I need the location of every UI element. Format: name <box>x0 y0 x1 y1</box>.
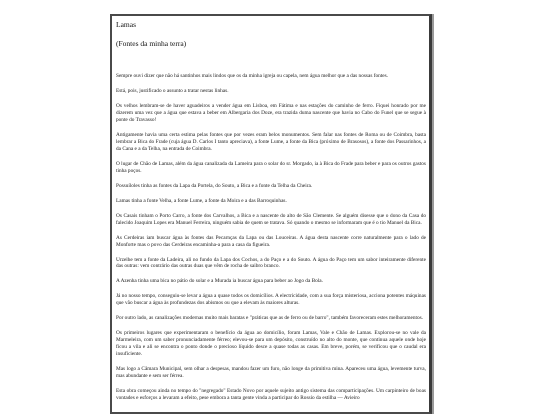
paragraph: Está, pois, justificado o assunto a tratar nestas linhas. <box>116 87 229 94</box>
paragraph: Os primeiros lugares que experimentaram o benefício da água ao domicílio, foram Lamas, Vale e Chão de Lamas. Explorou-se no vale da Marmeleira, com um saber pronunciadamente férreo; elevou-se para um depósito, construído no alto do monte, que continua aquele onde hoje ficou a vila e ali se encontra o ponto donde o precioso líquido desce a quase todas as casas. Em breve, porém, se verificou que o caudal era insuficiente. <box>116 330 426 358</box>
paragraph: Esta obra começou ainda no tempo do "negregado" Estado Novo por aquele sujeito antigo sistema das comparticipações. Um carpinteiro de boas vontades e esforços a levaram a efeito, pese embora a tanta gente vinda a participar do Rossio da estilha — Avieiro <box>116 388 426 402</box>
paragraph: Mas logo a Câmara Municipal, sem olhar a despesas, mandou fazer um furo, não longe da primitiva mina. Apareceu uma água, levemente turva, mas abundante e sem ser férrea. <box>116 366 426 380</box>
paragraph: Por outro lado, as canalizações modernas muito mais baratas e "práticas que as de ferro ou de barro", também favoreceram estes melhoramentos. <box>116 315 424 322</box>
paragraph: Os Casais tinham o Porto Carro, a fonte dos Carvalhos, a Bica e a nascente do alto de São Clemente. Se alguém disesse que o dono da Casa do falecido Joaquim Lopes era Manuel Ferreira, ninguém sabia de quem se tratava. Só quando o mesmo se informaram que é o tio Manuel da Bica. <box>116 212 426 226</box>
paragraph: Lamas tinha a fonte Velha, a fonte Lume, a fonte da Moira e a das Barroquinhas. <box>116 197 287 204</box>
paragraph: Antigamente havia uma certa estima pelas fontes que por vezes eram belos monumentos. Sem falar nas fontes de Roma ou de Coimbra, basta lembrar a Bica do Frade (cuja água D. Carlos I tanto apreciava), a fonte Lume, a fonte da Bica (próximo de Brasosos), a fonte dos Passarinhos, a da Cana e a da Telha, na entrada de Coimbra. <box>116 131 426 152</box>
document-body <box>116 20 426 410</box>
paragraph: A Azenha tinha uma bica no pátio do solar e a Murada ia buscar água para beber ao Jogo da Bola. <box>116 278 323 285</box>
paragraph: Sempre ouvi dizer que não há santinhos mais lindos que os da minha igreja ou capela, nem água melhor que a das nossas fontes. <box>116 72 388 79</box>
paragraph: O lugar de Chão de Lamas, além da água canalizada da Lameira para o solar do sr. Morgado, ia à Bica do Frade para beber e para os outros gastos tinha poços. <box>116 160 426 174</box>
paragraph: As Cerdeiras iam buscar água às fontes das Pecarnças da Lapa ou das Louceiras. A água desta nascente corre naturalmente para o lado de Monforte mas o povo das Cerdeiras encaminha-a para a casa da figueira. <box>116 234 426 248</box>
paragraph: Já no nosso tempo, conseguiu-se levar a água a quase todos os domicílios. A electricidade, com a sua força misteriosa, acciona potentes máquinas que vão buscar a água às profundezas dos abismos ou que a elevam às maiores alturas. <box>116 293 426 307</box>
paragraph: Os velhos lembram-se de haver aguadeiros a vender água em Lisboa, em Fátima e nas estações do caminho de ferro. Fiquei honrado por me dizerem uma vez que a água que estava a beber em Albergaria dos Doze, era trazida duma nascente que havia no Cabo do Funel que se segue à ponte do Travasso! <box>116 102 426 123</box>
document-frame <box>110 14 432 414</box>
document-subtitle: (Fontes da minha terra) <box>116 39 187 49</box>
paragraph: Possuíloles tinha as fontes da Lapa da Portela, do Souto, a Bica e a fonte da Telha da Cheira. <box>116 182 313 189</box>
document-title: Lamas <box>116 20 136 29</box>
paragraph: Urzelhe tem a fonte da Ladeira, ali no fundo da Lapa dos Cochos, a do Paço e a do Souto. A água do Paço tem um sabor inteiramente diferente das outras: vem contrário das outras duas que vêm de rocha de saibro branco. <box>116 256 426 270</box>
